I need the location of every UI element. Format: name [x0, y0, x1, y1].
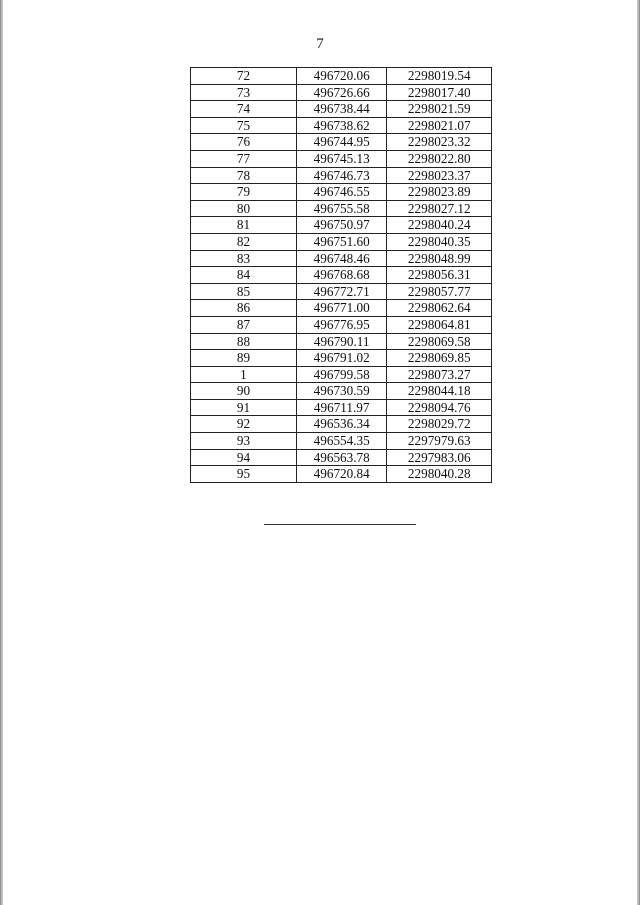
point-number-cell: 90	[191, 383, 297, 400]
table-row	[191, 101, 492, 118]
x-coordinate-cell: 496772.71	[296, 283, 387, 300]
x-coordinate-cell: 496738.62	[296, 117, 387, 134]
table-row	[191, 416, 492, 433]
table-row	[191, 350, 492, 367]
table-row	[191, 449, 492, 466]
table-row	[191, 283, 492, 300]
point-number-cell: 76	[191, 134, 297, 151]
point-number-cell: 1	[191, 366, 297, 383]
y-coordinate-cell: 2298027.12	[387, 200, 492, 217]
y-coordinate-cell: 2298029.72	[387, 416, 492, 433]
y-coordinate-cell: 2298023.37	[387, 167, 492, 184]
table-row	[191, 233, 492, 250]
point-number-cell: 80	[191, 200, 297, 217]
y-coordinate-cell: 2298044.18	[387, 383, 492, 400]
x-coordinate-cell: 496768.68	[296, 267, 387, 284]
y-coordinate-cell: 2298064.81	[387, 316, 492, 333]
y-coordinate-cell: 2298040.24	[387, 217, 492, 234]
y-coordinate-cell: 2298057.77	[387, 283, 492, 300]
point-number-cell: 95	[191, 466, 297, 483]
y-coordinate-cell: 2298062.64	[387, 300, 492, 317]
table-row	[191, 383, 492, 400]
point-number-cell: 91	[191, 399, 297, 416]
table-row	[191, 466, 492, 483]
x-coordinate-cell: 496720.84	[296, 466, 387, 483]
x-coordinate-cell: 496554.35	[296, 433, 387, 450]
point-number-cell: 72	[191, 68, 297, 85]
x-coordinate-cell: 496750.97	[296, 217, 387, 234]
y-coordinate-cell: 2298023.89	[387, 184, 492, 201]
x-coordinate-cell: 496711.97	[296, 399, 387, 416]
table-row	[191, 333, 492, 350]
table-row	[191, 184, 492, 201]
x-coordinate-cell: 496738.44	[296, 101, 387, 118]
table-row	[191, 300, 492, 317]
x-coordinate-cell: 496776.95	[296, 316, 387, 333]
x-coordinate-cell: 496748.46	[296, 250, 387, 267]
point-number-cell: 78	[191, 167, 297, 184]
point-number-cell: 81	[191, 217, 297, 234]
table-row	[191, 399, 492, 416]
y-coordinate-cell: 2298073.27	[387, 366, 492, 383]
y-coordinate-cell: 2298019.54	[387, 68, 492, 85]
y-coordinate-cell: 2297979.63	[387, 433, 492, 450]
point-number-cell: 84	[191, 267, 297, 284]
x-coordinate-cell: 496746.73	[296, 167, 387, 184]
y-coordinate-cell: 2298021.07	[387, 117, 492, 134]
closing-separator-line	[264, 524, 416, 525]
scan-edge-left	[0, 0, 3, 905]
table-row	[191, 433, 492, 450]
table-row	[191, 316, 492, 333]
x-coordinate-cell: 496771.00	[296, 300, 387, 317]
y-coordinate-cell: 2297983.06	[387, 449, 492, 466]
coordinates-table	[190, 67, 492, 483]
x-coordinate-cell: 496745.13	[296, 150, 387, 167]
x-coordinate-cell: 496563.78	[296, 449, 387, 466]
x-coordinate-cell: 496726.66	[296, 84, 387, 101]
table-row	[191, 117, 492, 134]
table-row	[191, 84, 492, 101]
y-coordinate-cell: 2298069.85	[387, 350, 492, 367]
table-row	[191, 250, 492, 267]
table-row	[191, 68, 492, 85]
point-number-cell: 86	[191, 300, 297, 317]
point-number-cell: 77	[191, 150, 297, 167]
x-coordinate-cell: 496720.06	[296, 68, 387, 85]
table-row	[191, 366, 492, 383]
page-number: 7	[316, 36, 324, 52]
point-number-cell: 88	[191, 333, 297, 350]
y-coordinate-cell: 2298069.58	[387, 333, 492, 350]
y-coordinate-cell: 2298017.40	[387, 84, 492, 101]
table-row	[191, 267, 492, 284]
point-number-cell: 93	[191, 433, 297, 450]
x-coordinate-cell: 496790.11	[296, 333, 387, 350]
y-coordinate-cell: 2298056.31	[387, 267, 492, 284]
point-number-cell: 75	[191, 117, 297, 134]
x-coordinate-cell: 496730.59	[296, 383, 387, 400]
table-row	[191, 200, 492, 217]
y-coordinate-cell: 2298040.35	[387, 233, 492, 250]
x-coordinate-cell: 496744.95	[296, 134, 387, 151]
point-number-cell: 85	[191, 283, 297, 300]
table-row	[191, 150, 492, 167]
x-coordinate-cell: 496536.34	[296, 416, 387, 433]
y-coordinate-cell: 2298094.76	[387, 399, 492, 416]
x-coordinate-cell: 496751.60	[296, 233, 387, 250]
point-number-cell: 92	[191, 416, 297, 433]
y-coordinate-cell: 2298022.80	[387, 150, 492, 167]
point-number-cell: 73	[191, 84, 297, 101]
y-coordinate-cell: 2298021.59	[387, 101, 492, 118]
y-coordinate-cell: 2298040.28	[387, 466, 492, 483]
point-number-cell: 89	[191, 350, 297, 367]
coordinates-table-body	[191, 68, 492, 483]
point-number-cell: 87	[191, 316, 297, 333]
x-coordinate-cell: 496755.58	[296, 200, 387, 217]
point-number-cell: 82	[191, 233, 297, 250]
x-coordinate-cell: 496746.55	[296, 184, 387, 201]
point-number-cell: 79	[191, 184, 297, 201]
y-coordinate-cell: 2298048.99	[387, 250, 492, 267]
table-row	[191, 217, 492, 234]
x-coordinate-cell: 496791.02	[296, 350, 387, 367]
y-coordinate-cell: 2298023.32	[387, 134, 492, 151]
point-number-cell: 74	[191, 101, 297, 118]
point-number-cell: 94	[191, 449, 297, 466]
table-row	[191, 134, 492, 151]
x-coordinate-cell: 496799.58	[296, 366, 387, 383]
table-row	[191, 167, 492, 184]
point-number-cell: 83	[191, 250, 297, 267]
